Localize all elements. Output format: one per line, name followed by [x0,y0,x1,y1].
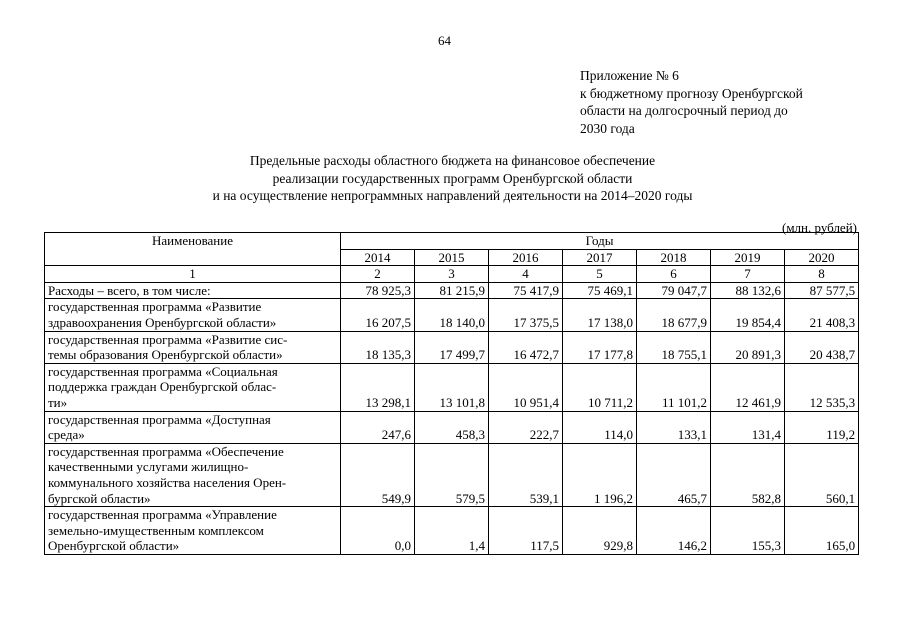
row-name-line: Оренбургской области» [48,538,180,554]
year-header-cell: 2015 [415,249,489,266]
value-cell: 13 101,8 [415,363,489,411]
value-cell: 21 408,3 [785,299,859,331]
appendix-note [580,67,803,137]
appendix-line: Приложение № 6 [580,68,679,83]
row-name-line: здравоохранения Оренбургской области» [48,314,277,330]
value-cell: 131,4 [711,411,785,443]
value-cell: 81 215,9 [415,282,489,299]
value-cell: 10 951,4 [489,363,563,411]
value-cell: 117,5 [489,507,563,555]
row-name-cell [45,363,341,411]
column-index-cell: 8 [785,266,859,283]
value-cell: 17 138,0 [563,299,637,331]
row-name-line: среда» [48,427,85,443]
row-name-cell [45,507,341,555]
value-cell: 11 101,2 [637,363,711,411]
appendix-line: 2030 года [580,120,635,136]
value-cell: 579,5 [415,443,489,506]
row-name-cell [45,443,341,506]
value-cell: 114,0 [563,411,637,443]
row-name-line: Расходы – всего, в том числе: [48,282,211,298]
row-name-line: государственная программа «Управление [48,507,277,523]
appendix-line: области на долгосрочный период до [580,103,788,118]
value-cell: 16 472,7 [489,331,563,363]
value-cell: 16 207,5 [341,299,415,331]
value-cell: 75 417,9 [489,282,563,299]
year-header-cell: 2017 [563,249,637,266]
value-cell: 929,8 [563,507,637,555]
value-cell: 549,9 [341,443,415,506]
row-name-line: качественными услугами жилищно- [48,459,249,475]
document-title [0,152,905,205]
budget-table [44,232,859,555]
value-cell: 10 711,2 [563,363,637,411]
row-name-cell [45,299,341,331]
value-cell: 88 132,6 [711,282,785,299]
year-header-cell: 2016 [489,249,563,266]
title-line: Предельные расходы областного бюджета на финансовое обеспечение [249,153,656,168]
value-cell: 13 298,1 [341,363,415,411]
value-cell: 165,0 [785,507,859,555]
value-cell: 87 577,5 [785,282,859,299]
value-cell: 582,8 [711,443,785,506]
column-index-cell: 4 [489,266,563,283]
column-index-cell: 2 [341,266,415,283]
row-name-line: земельно-имущественным комплексом [48,522,264,538]
value-cell: 0,0 [341,507,415,555]
year-header-cell: 2019 [711,249,785,266]
value-cell: 18 135,3 [341,331,415,363]
appendix-line: к бюджетному прогнозу Оренбургской [580,85,803,101]
page-number: 64 [438,33,451,48]
table-row [45,507,859,555]
value-cell: 146,2 [637,507,711,555]
row-name-line: государственная программа «Развитие сис- [48,331,288,347]
row-name-line: темы образования Оренбургской области» [48,347,283,363]
value-cell: 18 677,9 [637,299,711,331]
value-cell: 19 854,4 [711,299,785,331]
value-cell: 12 535,3 [785,363,859,411]
row-name-cell [45,331,341,363]
value-cell: 560,1 [785,443,859,506]
row-name-cell [45,282,341,299]
value-cell: 20 438,7 [785,331,859,363]
row-name-line: бургской области» [48,490,151,506]
value-cell: 222,7 [489,411,563,443]
units-label: (млн. рублей) [782,220,857,235]
table-row [45,282,859,299]
title-line: реализации государственных программ Оренбургской области [272,170,633,186]
value-cell: 465,7 [637,443,711,506]
table-row [45,411,859,443]
column-index-cell: 1 [45,266,341,283]
table-row [45,363,859,411]
year-header-cell: 2020 [785,249,859,266]
row-name-line: государственная программа «Обеспечение [48,443,284,459]
row-name-line: коммунального хозяйства населения Орен- [48,474,287,490]
row-name-line: ти» [48,394,68,410]
row-name-line: государственная программа «Доступная [48,411,271,427]
table-row [45,331,859,363]
year-header-cell: 2018 [637,249,711,266]
value-cell: 17 375,5 [489,299,563,331]
value-cell: 18 755,1 [637,331,711,363]
value-cell: 247,6 [341,411,415,443]
value-cell: 17 499,7 [415,331,489,363]
year-header-cell: 2014 [341,249,415,266]
value-cell: 1,4 [415,507,489,555]
row-name-cell [45,411,341,443]
column-index-row [45,266,859,283]
value-cell: 119,2 [785,411,859,443]
years-column-header: Годы [341,233,859,250]
row-name-line: государственная программа «Развитие [48,299,262,315]
value-cell: 78 925,3 [341,282,415,299]
value-cell: 1 196,2 [563,443,637,506]
header-row [45,233,859,250]
value-cell: 18 140,0 [415,299,489,331]
column-index-cell: 3 [415,266,489,283]
value-cell: 75 469,1 [563,282,637,299]
table-row [45,443,859,506]
title-line: и на осуществление непрограммных направлений деятельности на 2014–2020 годы [212,188,693,203]
column-index-cell: 7 [711,266,785,283]
value-cell: 12 461,9 [711,363,785,411]
value-cell: 539,1 [489,443,563,506]
table-row [45,299,859,331]
value-cell: 79 047,7 [637,282,711,299]
column-index-cell: 6 [637,266,711,283]
value-cell: 133,1 [637,411,711,443]
value-cell: 458,3 [415,411,489,443]
name-column-header: Наименование [45,233,341,266]
value-cell: 20 891,3 [711,331,785,363]
row-name-line: государственная программа «Социальная [48,363,278,379]
column-index-cell: 5 [563,266,637,283]
value-cell: 155,3 [711,507,785,555]
value-cell: 17 177,8 [563,331,637,363]
row-name-line: поддержка граждан Оренбургской облас- [48,379,277,395]
